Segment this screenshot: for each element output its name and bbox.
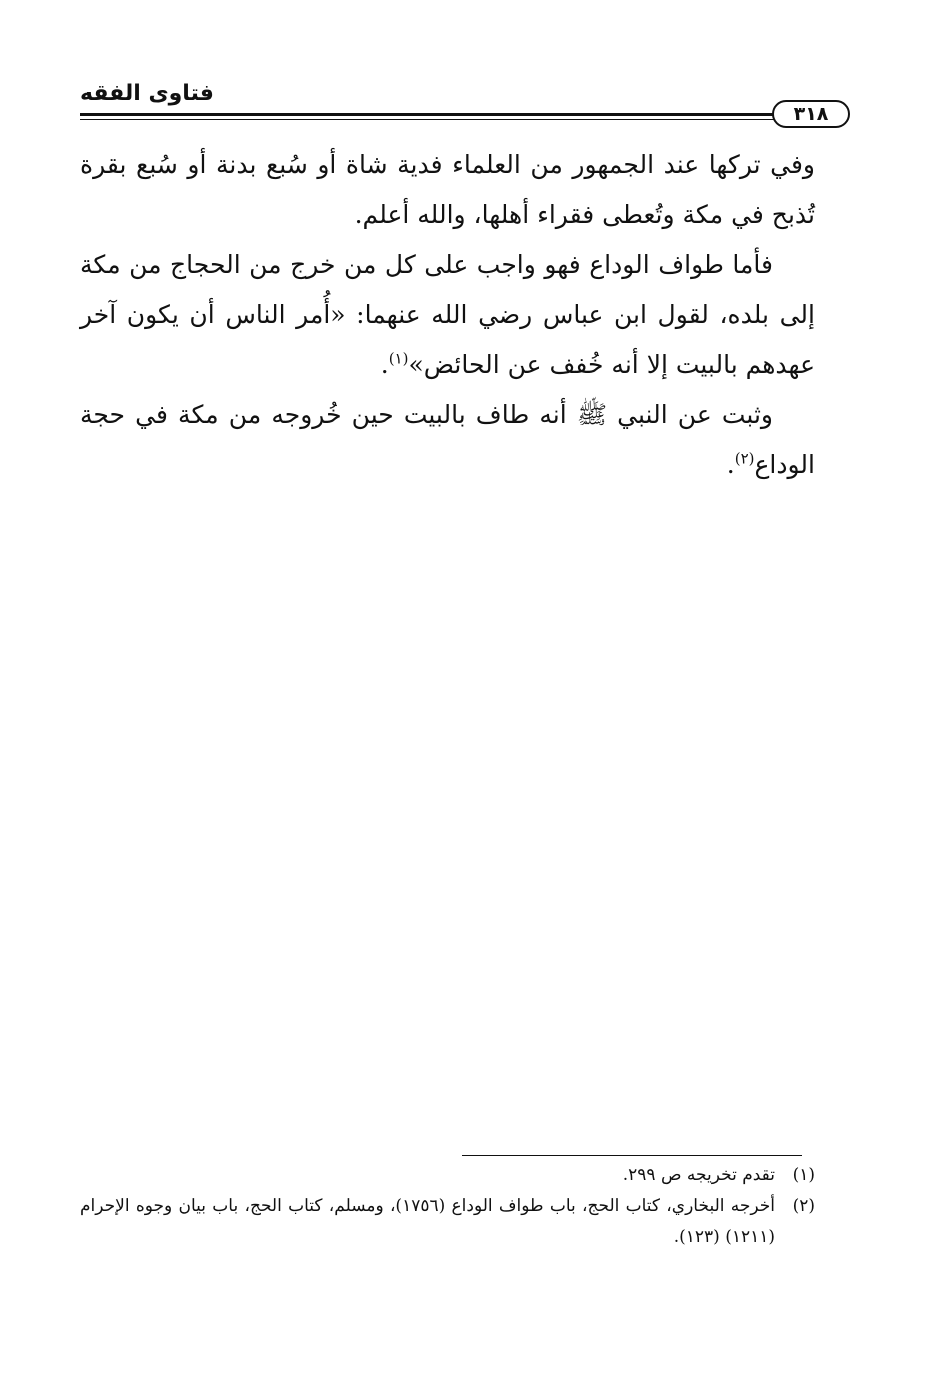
footnotes bbox=[80, 1160, 815, 1253]
footnote-2-number: (٢) bbox=[792, 1196, 815, 1216]
paragraph-2-end: . bbox=[380, 350, 389, 379]
paragraph-2 bbox=[80, 240, 815, 390]
footnote-2-text: أخرجه البخاري، كتاب الحج، باب طواف الوداع (١٧٥٦)، ومسلم، كتاب الحج، باب بيان وجوه الإحرام (١٢١١) (١٢٣). bbox=[80, 1196, 775, 1247]
header-rule-thick bbox=[80, 113, 780, 116]
page-header bbox=[80, 80, 850, 130]
paragraph-3-end: . bbox=[726, 450, 735, 479]
footnote-1-number: (١) bbox=[792, 1165, 815, 1185]
paragraph-3-text: وثبت عن النبي ﷺ أنه طاف بالبيت حين خُروجه من مكة في حجة الوداع bbox=[80, 400, 815, 479]
footnote-1 bbox=[80, 1160, 815, 1191]
body-text bbox=[80, 140, 815, 490]
paragraph-1-text: وفي تركها عند الجمهور من العلماء فدية شاة أو سُبع بدنة أو سُبع بقرة تُذبح في مكة وتُعطى فقراء أهلها، والله أعلم. bbox=[80, 150, 815, 229]
footnote-ref-1[interactable]: (١) bbox=[388, 349, 409, 368]
footnote-ref-2[interactable]: (٢) bbox=[734, 449, 755, 468]
header-rule-thin bbox=[80, 119, 780, 120]
paragraph-1 bbox=[80, 140, 815, 240]
footnote-2 bbox=[80, 1191, 815, 1253]
running-title: فتاوى الفقه bbox=[80, 81, 214, 106]
paragraph-2-text: فأما طواف الوداع فهو واجب على كل من خرج من الحجاج من مكة إلى بلده، لقول ابن عباس رضي الله عنهما: «أُمر الناس أن يكون آخر عهدهم بالبيت إلا أنه خُفف عن الحائض» bbox=[80, 250, 815, 379]
paragraph-3 bbox=[80, 390, 815, 490]
footnote-1-text: تقدم تخريجه ص ٢٩٩. bbox=[622, 1165, 775, 1185]
page-number: ٣١٨ bbox=[772, 100, 850, 128]
footnote-separator bbox=[462, 1155, 802, 1156]
